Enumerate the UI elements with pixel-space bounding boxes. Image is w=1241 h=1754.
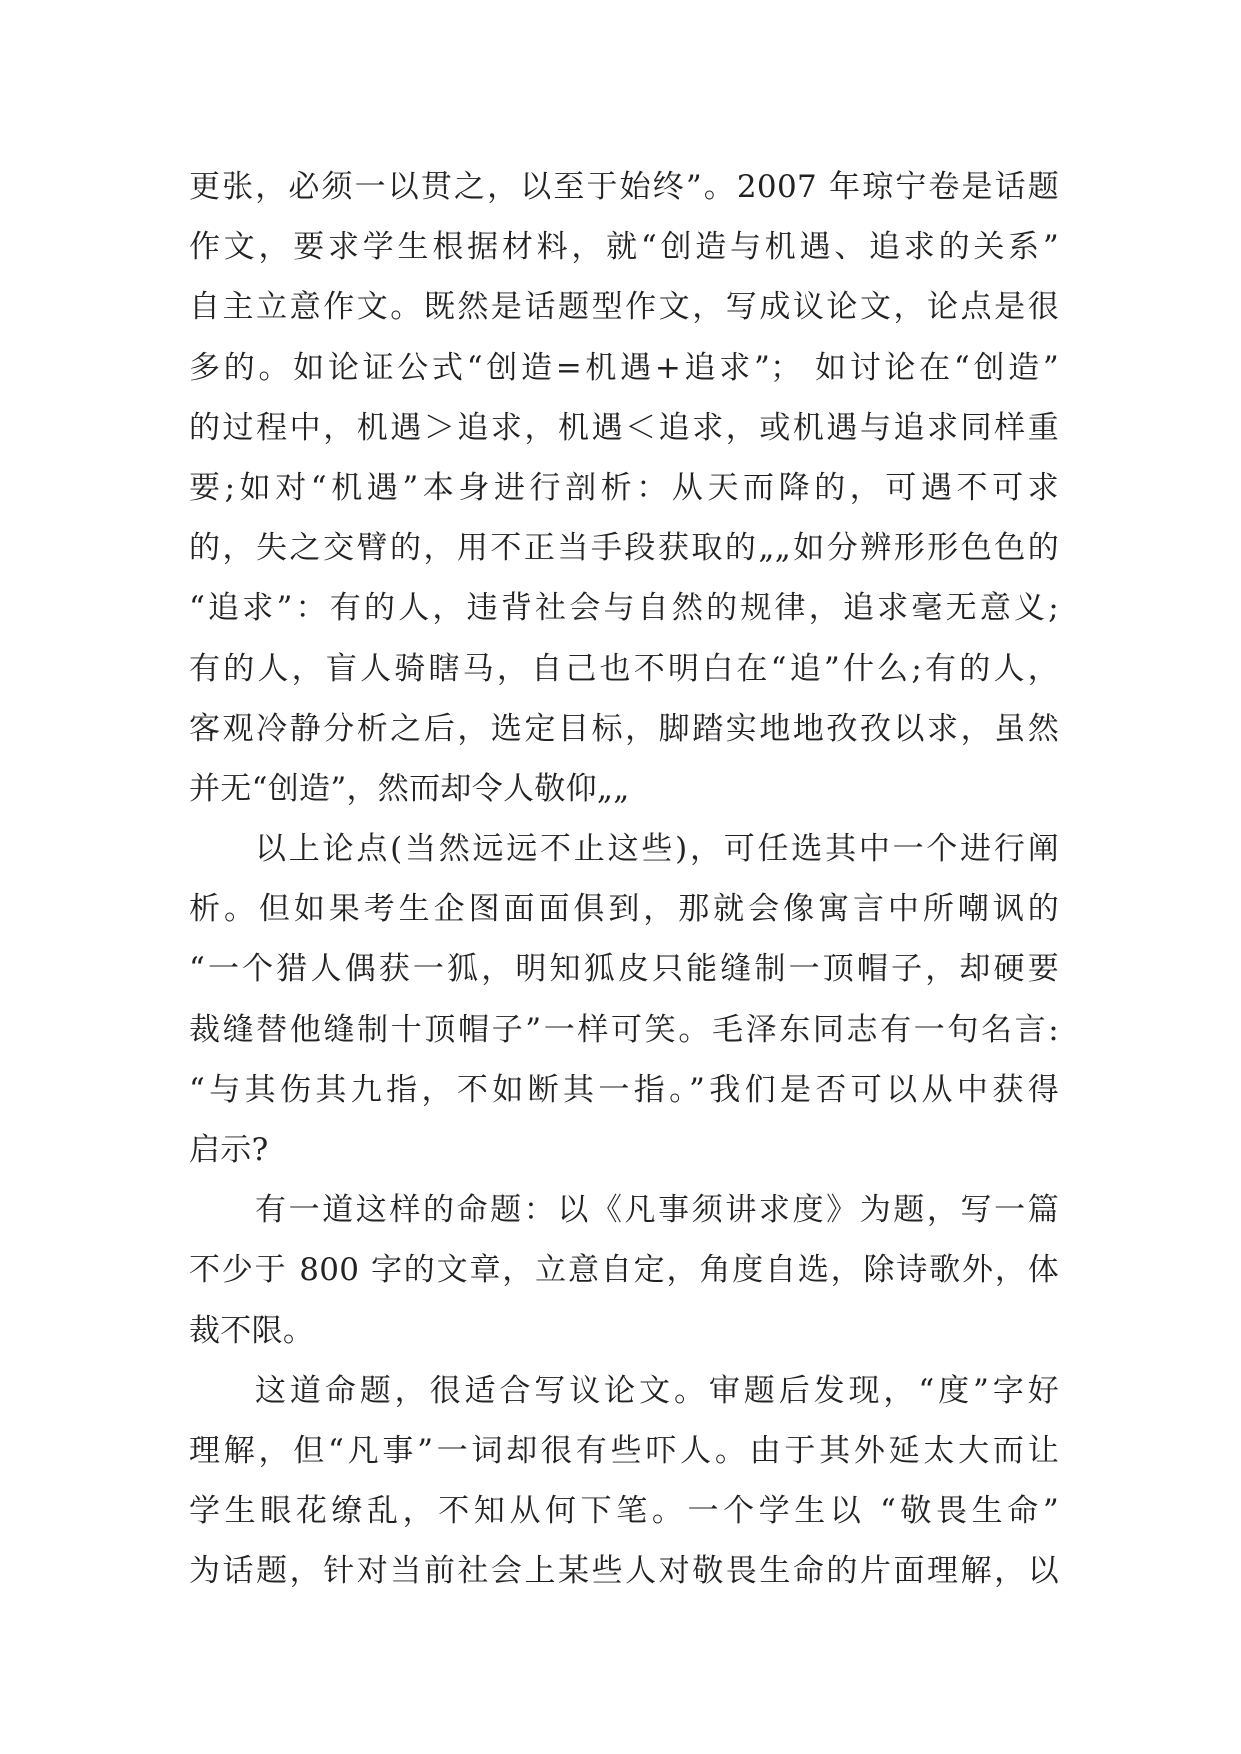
- text-line: 自主立意作文。既然是话题型作文，写成议论文，论点是很: [189, 289, 1059, 326]
- text-line: “一个猎人偶获一狐，明知狐皮只能缝制一顶帽子，却硬要: [189, 951, 1059, 988]
- text-line: 析。但如果考生企图面面俱到，那就会像寓言中所嘲讽的: [189, 891, 1059, 928]
- text-line: 裁不限。: [189, 1312, 315, 1349]
- text-line: 理解，但“凡事”一词却很有些吓人。由于其外延太大而让: [189, 1432, 1059, 1469]
- text-line: 多的。如论证公式“创造=机遇+追求”； 如讨论在“创造”: [189, 349, 1059, 386]
- text-line: 的，失之交臂的，用不正当手段获取的„„如分辨形形色色的: [189, 530, 1059, 567]
- text-line: 客观冷静分析之后，选定目标，脚踏实地地孜孜以求，虽然: [189, 710, 1059, 747]
- text-line: 为话题，针对当前社会上某些人对敬畏生命的片面理解，以: [189, 1553, 1059, 1590]
- text-line: 不少于 800 字的文章，立意自定，角度自选，除诗歌外，体: [189, 1252, 1059, 1289]
- text-line: “与其伤其九指，不如断其一指。”我们是否可以从中获得: [189, 1071, 1059, 1108]
- text-line: 的过程中，机遇＞追求，机遇＜追求，或机遇与追求同样重: [189, 409, 1059, 446]
- body-text: [189, 157, 1059, 1602]
- text-line: 要;如对“机遇”本身进行剖析：从天而降的，可遇不可求: [189, 469, 1059, 506]
- text-line: 裁缝替他缝制十顶帽子”一样可笑。毛泽东同志有一句名言:: [189, 1011, 1059, 1048]
- text-line: 学生眼花缭乱，不知从何下笔。一个学生以 “敬畏生命”: [189, 1493, 1059, 1530]
- text-line: 作文，要求学生根据材料，就“创造与机遇、追求的关系”: [189, 229, 1059, 266]
- paragraph-start-line: 以上论点(当然远远不止这些)，可任选其中一个进行阐: [255, 831, 1059, 868]
- text-line: “追求”：有的人，违背社会与自然的规律，追求毫无意义;: [189, 590, 1059, 627]
- paragraph-start-line: 有一道这样的命题：以《凡事须讲求度》为题，写一篇: [255, 1192, 1059, 1229]
- text-line: 更张，必须一以贯之，以至于始终”。2007 年琼宁卷是话题: [189, 169, 1059, 205]
- text-line: 启示?: [189, 1132, 269, 1168]
- text-line: 有的人，盲人骑瞎马，自己也不明白在“追”什么;有的人，: [189, 650, 1059, 687]
- text-line: 并无“创造”，然而却令人敬仰„„: [189, 770, 630, 807]
- paragraph-start-line: 这道命题，很适合写议论文。审题后发现，“度”字好: [255, 1372, 1059, 1409]
